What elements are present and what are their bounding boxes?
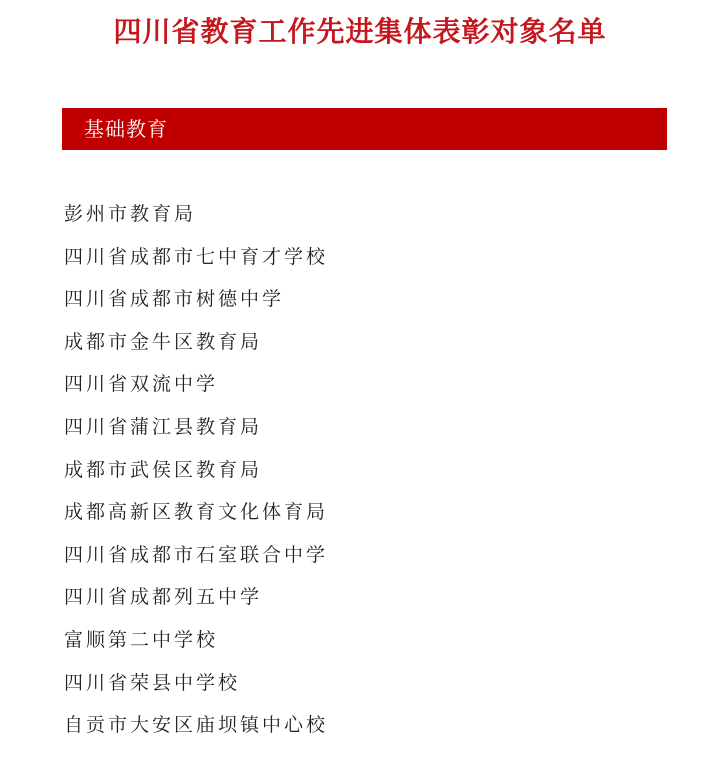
list-item: 四川省荣县中学校 <box>64 671 241 694</box>
list-item: 四川省成都列五中学 <box>64 586 263 609</box>
list-item: 成都市武侯区教育局 <box>64 458 263 481</box>
list-item: 四川省蒲江县教育局 <box>64 415 263 438</box>
section-header-label: 基础教育 <box>84 117 168 141</box>
list-item: 四川省双流中学 <box>64 373 219 396</box>
list-item: 自贡市大安区庙坝镇中心校 <box>64 714 329 737</box>
list-item: 彭州市教育局 <box>64 203 197 225</box>
list-item: 成都高新区教育文化体育局 <box>64 501 329 524</box>
list-item: 四川省成都市石室联合中学 <box>64 543 329 566</box>
page-title: 四川省教育工作先进集体表彰对象名单 <box>113 15 607 48</box>
list-item: 四川省成都市树德中学 <box>64 288 285 311</box>
list-item: 成都市金牛区教育局 <box>64 330 263 353</box>
list-item: 富顺第二中学校 <box>64 628 219 651</box>
section-header-bar <box>62 108 667 150</box>
list-item: 四川省成都市七中育才学校 <box>64 245 329 268</box>
organization-list <box>64 193 328 747</box>
